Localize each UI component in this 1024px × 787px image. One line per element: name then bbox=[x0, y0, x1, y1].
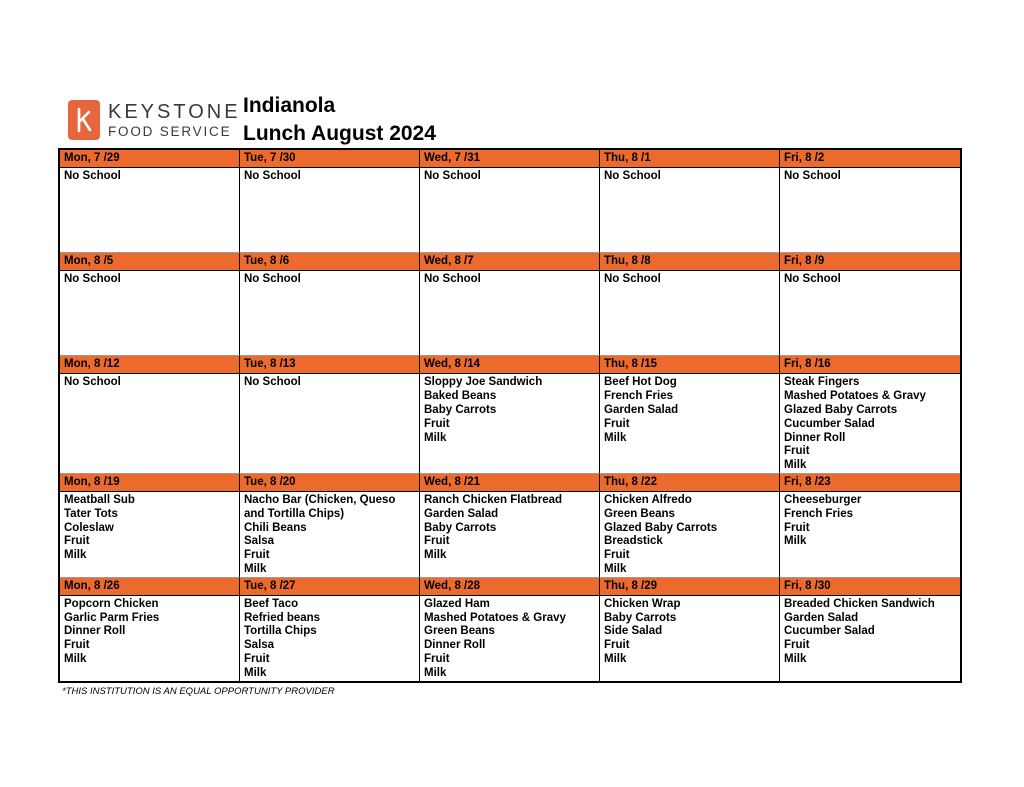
menu-item: Mashed Potatoes & Gravy bbox=[424, 611, 566, 624]
menu-item: Milk bbox=[64, 549, 87, 562]
day-menu bbox=[240, 168, 419, 184]
day-header: Thu, 8 /1 bbox=[600, 150, 779, 168]
day-header: Tue, 8 /20 bbox=[240, 474, 419, 492]
menu-item: Salsa bbox=[244, 535, 275, 548]
menu-item: Tortilla Chips bbox=[244, 625, 317, 638]
day-cell bbox=[240, 474, 420, 578]
menu-item: No School bbox=[604, 273, 661, 286]
day-menu bbox=[60, 271, 239, 287]
day-cell bbox=[600, 356, 780, 474]
day-menu bbox=[60, 492, 239, 563]
day-menu bbox=[240, 596, 419, 681]
menu-item: No School bbox=[64, 273, 121, 286]
day-menu bbox=[420, 596, 599, 681]
menu-item: Milk bbox=[424, 666, 447, 679]
day-cell bbox=[780, 578, 960, 681]
menu-item: Fruit bbox=[64, 535, 90, 548]
menu-item: Mashed Potatoes & Gravy bbox=[784, 390, 926, 403]
menu-calendar bbox=[58, 148, 962, 683]
menu-item: Fruit bbox=[604, 639, 630, 652]
menu-item: French Fries bbox=[604, 390, 674, 403]
day-cell bbox=[240, 253, 420, 356]
menu-item: Dinner Roll bbox=[424, 639, 486, 652]
menu-item: Milk bbox=[784, 652, 807, 665]
menu-item: Beef Taco bbox=[244, 597, 299, 610]
day-cell bbox=[780, 253, 960, 356]
day-cell bbox=[240, 356, 420, 474]
menu-item: No School bbox=[604, 170, 661, 182]
day-menu bbox=[780, 596, 960, 667]
menu-item: Milk bbox=[64, 652, 87, 665]
title-block bbox=[243, 92, 436, 148]
day-cell bbox=[240, 150, 420, 253]
menu-item: Baby Carrots bbox=[424, 521, 497, 534]
day-menu bbox=[780, 168, 960, 184]
day-header: Tue, 8 /6 bbox=[240, 253, 419, 271]
day-header: Tue, 8 /27 bbox=[240, 578, 419, 596]
day-header: Mon, 8 /19 bbox=[60, 474, 239, 492]
menu-item: Milk bbox=[244, 562, 267, 575]
menu-item: Milk bbox=[784, 535, 807, 548]
menu-item: Chicken Wrap bbox=[604, 597, 681, 610]
menu-item: Milk bbox=[604, 431, 627, 444]
day-cell bbox=[60, 253, 240, 356]
menu-item: Baby Carrots bbox=[604, 611, 677, 624]
menu-item: Breadstick bbox=[604, 535, 663, 548]
menu-item: Baked Beans bbox=[424, 390, 497, 403]
menu-item: Garden Salad bbox=[604, 404, 679, 417]
menu-item: Milk bbox=[424, 431, 447, 444]
day-header: Thu, 8 /22 bbox=[600, 474, 779, 492]
day-cell bbox=[780, 474, 960, 578]
location-title: Indianola bbox=[243, 94, 336, 117]
menu-item: Milk bbox=[244, 666, 267, 679]
menu-item: Beef Hot Dog bbox=[604, 376, 677, 389]
day-menu bbox=[420, 374, 599, 445]
menu-item: No School bbox=[244, 376, 301, 389]
menu-item: Nacho Bar (Chicken, Queso and Tortilla Chips) bbox=[244, 494, 396, 520]
day-menu bbox=[240, 374, 419, 390]
menu-item: No School bbox=[64, 170, 121, 182]
menu-item: No School bbox=[424, 170, 481, 182]
page-header bbox=[68, 92, 968, 148]
day-header: Wed, 8 /21 bbox=[420, 474, 599, 492]
day-header: Wed, 8 /14 bbox=[420, 356, 599, 374]
menu-item: Meatball Sub bbox=[64, 494, 135, 506]
menu-item: Fruit bbox=[64, 639, 90, 652]
menu-item: Refried beans bbox=[244, 611, 321, 624]
menu-item: Fruit bbox=[784, 521, 810, 534]
day-header: Fri, 8 /9 bbox=[780, 253, 960, 271]
day-header: Fri, 8 /30 bbox=[780, 578, 960, 596]
menu-item: Cucumber Salad bbox=[784, 417, 875, 430]
menu-item: Dinner Roll bbox=[64, 625, 126, 638]
menu-item: Garlic Parm Fries bbox=[64, 611, 160, 624]
menu-item: Ranch Chicken Flatbread bbox=[424, 494, 563, 506]
day-cell bbox=[420, 356, 600, 474]
menu-item: No School bbox=[244, 273, 301, 286]
menu-item: Garden Salad bbox=[784, 611, 859, 624]
day-cell bbox=[420, 578, 600, 681]
menu-item: Fruit bbox=[424, 417, 450, 430]
day-menu bbox=[60, 374, 239, 390]
day-cell bbox=[60, 150, 240, 253]
day-cell bbox=[420, 253, 600, 356]
menu-item: Milk bbox=[784, 459, 807, 472]
day-cell bbox=[60, 578, 240, 681]
menu-item: Chicken Alfredo bbox=[604, 494, 692, 506]
menu-item: Fruit bbox=[244, 549, 270, 562]
menu-item: Milk bbox=[604, 652, 627, 665]
menu-item: No School bbox=[64, 376, 121, 389]
menu-item: Glazed Baby Carrots bbox=[784, 404, 898, 417]
logo-line1: KEYSTONE bbox=[108, 100, 241, 123]
menu-item: Green Beans bbox=[604, 507, 675, 520]
menu-item: Fruit bbox=[424, 535, 450, 548]
day-menu bbox=[780, 492, 960, 549]
menu-item: Breaded Chicken Sandwich bbox=[784, 597, 935, 610]
keystone-k-icon bbox=[68, 100, 100, 140]
day-menu bbox=[600, 168, 779, 184]
day-cell bbox=[600, 578, 780, 681]
day-menu bbox=[60, 168, 239, 184]
day-cell bbox=[420, 150, 600, 253]
menu-item: No School bbox=[784, 170, 841, 182]
menu-item: Fruit bbox=[784, 445, 810, 458]
day-header: Mon, 8 /5 bbox=[60, 253, 239, 271]
day-header: Tue, 8 /13 bbox=[240, 356, 419, 374]
menu-item: Fruit bbox=[784, 639, 810, 652]
menu-title: Lunch August 2024 bbox=[243, 122, 436, 145]
day-menu bbox=[600, 492, 779, 577]
menu-item: Side Salad bbox=[604, 625, 663, 638]
menu-item: No School bbox=[784, 273, 841, 286]
menu-item: Dinner Roll bbox=[784, 431, 846, 444]
day-menu bbox=[780, 374, 960, 473]
day-header: Thu, 8 /29 bbox=[600, 578, 779, 596]
menu-item: French Fries bbox=[784, 507, 854, 520]
day-header: Mon, 8 /26 bbox=[60, 578, 239, 596]
menu-item: Fruit bbox=[424, 652, 450, 665]
day-menu bbox=[600, 596, 779, 667]
day-menu bbox=[240, 271, 419, 287]
day-header: Mon, 8 /12 bbox=[60, 356, 239, 374]
day-menu bbox=[420, 492, 599, 563]
menu-item: Milk bbox=[424, 549, 447, 562]
day-menu bbox=[600, 271, 779, 287]
menu-item: Green Beans bbox=[424, 625, 495, 638]
day-cell bbox=[420, 474, 600, 578]
day-menu bbox=[420, 168, 599, 184]
day-header: Fri, 8 /2 bbox=[780, 150, 960, 168]
menu-item: No School bbox=[244, 170, 301, 182]
menu-item: Milk bbox=[604, 562, 627, 575]
menu-item: Fruit bbox=[604, 549, 630, 562]
menu-item: Sloppy Joe Sandwich bbox=[424, 376, 543, 389]
menu-item: Cheeseburger bbox=[784, 494, 862, 506]
menu-item: Salsa bbox=[244, 639, 275, 652]
menu-item: Cucumber Salad bbox=[784, 625, 875, 638]
day-menu bbox=[420, 271, 599, 287]
footer-note: *THIS INSTITUTION IS AN EQUAL OPPORTUNITY PROVIDER bbox=[62, 686, 335, 697]
day-header: Fri, 8 /23 bbox=[780, 474, 960, 492]
day-cell bbox=[600, 150, 780, 253]
day-header: Fri, 8 /16 bbox=[780, 356, 960, 374]
day-cell bbox=[60, 474, 240, 578]
menu-item: Glazed Ham bbox=[424, 597, 490, 610]
day-header: Thu, 8 /8 bbox=[600, 253, 779, 271]
day-cell bbox=[780, 356, 960, 474]
day-cell bbox=[780, 150, 960, 253]
logo-line2: FOOD SERVICE bbox=[108, 123, 232, 139]
menu-item: Baby Carrots bbox=[424, 404, 497, 417]
keystone-logo bbox=[68, 100, 241, 140]
day-header: Thu, 8 /15 bbox=[600, 356, 779, 374]
day-header: Wed, 7 /31 bbox=[420, 150, 599, 168]
menu-item: Fruit bbox=[604, 417, 630, 430]
day-header: Wed, 8 /7 bbox=[420, 253, 599, 271]
menu-item: Tater Tots bbox=[64, 507, 118, 520]
day-header: Tue, 7 /30 bbox=[240, 150, 419, 168]
menu-item: Coleslaw bbox=[64, 521, 114, 534]
menu-item: Chili Beans bbox=[244, 521, 307, 534]
day-header: Wed, 8 /28 bbox=[420, 578, 599, 596]
day-cell bbox=[60, 356, 240, 474]
menu-item: Fruit bbox=[244, 652, 270, 665]
menu-item: Steak Fingers bbox=[784, 376, 860, 389]
menu-item: Garden Salad bbox=[424, 507, 499, 520]
day-menu bbox=[780, 271, 960, 287]
day-cell bbox=[600, 253, 780, 356]
day-menu bbox=[600, 374, 779, 445]
day-menu bbox=[60, 596, 239, 667]
day-header: Mon, 7 /29 bbox=[60, 150, 239, 168]
menu-item: Popcorn Chicken bbox=[64, 597, 159, 610]
day-cell bbox=[600, 474, 780, 578]
menu-item: No School bbox=[424, 273, 481, 286]
day-cell bbox=[240, 578, 420, 681]
day-menu bbox=[240, 492, 419, 577]
menu-item: Glazed Baby Carrots bbox=[604, 521, 718, 534]
